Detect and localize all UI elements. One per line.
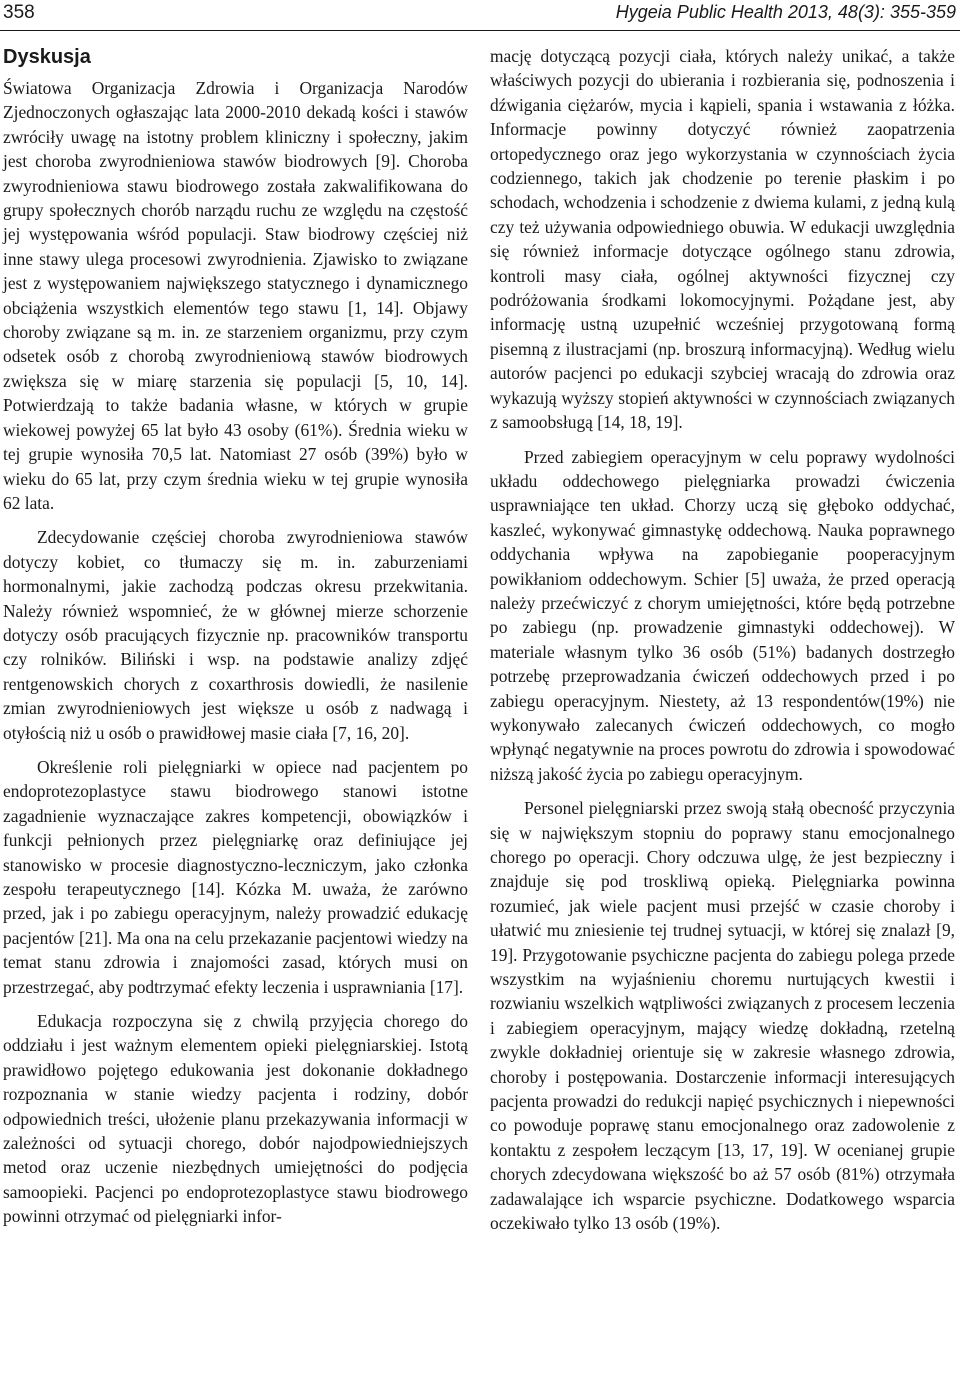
page-header — [0, 0, 960, 31]
paragraph: mację dotyczącą pozycji ciała, których należy unikać, a także właściwych pozycji do ubierania i rozbierania się, podnoszenia i dźwigania ciężarów, mycia i kąpieli, spania i wstawania z łóżka. Informacje powinny dotyczyć również zaopatrzenia ortopedycznego oraz jego wykorzystania w czynnościach życia codziennego, takich jak chodzenie po terenie płaskim i po schodach, wchodzenia i schodzenie z dwiema kulami, z jedną kulą czy też używania odpowiedniego obuwia. W edukacji uwzględnia się również informacje dotyczące ogólnego stanu zdrowia, kontroli masy ciała, ogólnej aktywności fizycznej czy podróżowania środkami lokomocyjnymi. Pożądane jest, aby informację ustną uzupełnić wcześniej przygotowaną formą pisemną z ilustracjami (np. broszurą informacyjną). Według wielu autorów pacjenci po edukacji szybciej wracają do zdrowia oraz wykazują wyższy stopień aktywności w czynnościach związanych z samoobsługą [14, 18, 19]. — [490, 46, 955, 433]
left-column — [3, 44, 468, 1239]
right-column — [490, 44, 955, 1246]
paragraph: Przed zabiegiem operacyjnym w celu poprawy wydolności układu oddechowego pielęgniarka prowadzi ćwiczenia usprawniające ten układ. Chorzy uczą się głęboko oddychać, kaszleć, wykonywać gimnastykę oddechową. Nauka poprawnego oddychania wpływa na zapobieganie pooperacyjnym powikłaniom oddechowym. Schier [5] uważa, że przed operacją należy przećwiczyć z chorym umiejętności, które będą potrzebne po zabiegu (np. prowadzenie gimnastyki oddechowej). W materiale własnym tylko 36 osób (51%) badanych dostrzegło potrzebę przeprowadzania ćwiczeń oddechowych przed i po zabiegu operacyjnym. Niestety, aż 13 respondentów(19%) nie wykonywało zalecanych ćwiczeń oddechowych, co mogło wpłynąć negatywnie na proces powrotu do zdrowia i spowodować niższą jakość życia po zabiegu operacyjnym. — [490, 446, 955, 784]
section-heading-discussion: Dyskusja — [3, 46, 91, 68]
page-number: 358 — [3, 2, 35, 23]
paragraph: Zdecydowanie częściej choroba zwyrodnieniowa stawów dotyczy kobiet, co tłumaczy się m. in. zaburzeniami hormonalnymi, jakie zachodzą podczas okresu przekwitania. Należy również wspomnieć, że w głównej mierze schorzenie dotyczy osób pracujących fizycznie np. pracowników transportu czy rolników. Biliński i wsp. na podstawie analizy zdjęć rentgenowskich chorych z coxarthrosis dowiedli, że nasilenie zmian zwyrodnieniowych jest większe u osób z nadwagą i otyłością niż u osób o prawidłowej masie ciała [7, 16, 20]. — [3, 527, 468, 743]
paragraph: Edukacja rozpoczyna się z chwilą przyjęcia chorego do oddziału i jest ważnym elementem opieki pielęgniarskiej. Istotą prawidłowo pojętego edukowania jest dokonanie dokładnego rozpoznania w stanie wiedzy pacjenta i rodziny, dobór odpowiednich treści, ułożenie planu przekazywania informacji w zależności od sytuacji chorego, dobór najodpowiedniejszych metod oraz uczenie niezbędnych umiejętności do podjęcia samoopieki. Pacjenci po endoprotezoplastyce stawu biodrowego powinni otrzymać od pielęgniarki infor- — [3, 1011, 468, 1227]
paragraph: Personel pielęgniarski przez swoją stałą obecność przyczynia się w największym stopniu do poprawy stanu emocjonalnego chorego po operacji. Chory odczuwa ulgę, że jest bezpieczny i znajduje się pod troskliwą opieką. Pielęgniarka powinna rozumieć, jak wiele pacjent musi przejść w czasie choroby i ułatwić mu zniesienie tej trudnej sytuacji, w której się znalazł [9, 19]. Przygotowanie psychiczne pacjenta do zabiegu polega przede wszystkim na wyjaśnieniu choremu nurtujących kwestii i rozwianiu wszelkich wątpliwości związanych z procesem leczenia i zabiegiem operacyjnym, mający wiedzę dokładną, rzetelną zwykle dokładniej orientuje się w zakresie własnego zdrowia, choroby i postępowania. Dostarczenie informacji interesujących pacjenta prowadzi do redukcji napięć psychicznych i niepewności co powoduje poprawę stanu emocjonalnego oraz zadowolenie z kontaktu z zespołem leczącym [13, 17, 19]. W ocenianej grupie chorych zdecydowana większość bo aż 57 osób (81%) otrzymała zadawalające ich wsparcie psychiczne. Dodatkowego wsparcia oczekiwało tylko 13 osób (19%). — [490, 798, 955, 1234]
journal-citation: Hygeia Public Health 2013, 48(3): 355-359 — [615, 2, 956, 22]
paragraph: Światowa Organizacja Zdrowia i Organizacja Narodów Zjednoczonych ogłaszając lata 2000-2010 dekadą kości i stawów zwróciły uwagę na istotny problem kliniczny i społeczny, jakim jest choroba zwyrodnieniowa stawów biodrowych [9]. Choroba zwyrodnieniowa stawu biodrowego została zakwalifikowana do grupy społecznych chorób narządu ruchu ze względu na częstość jej występowania wśród populacji. Staw biodrowy częściej niż inne stawy ulega procesowi zwyrodnienia. Zjawisko to związane jest z występowaniem największego statycznego i dynamicznego obciążenia wszystkich elementów tego stawu [1, 14]. Objawy choroby związane są m. in. ze starzeniem organizmu, przy czym odsetek osób z chorobą zwyrodnieniową stawów biodrowych zwiększa się w miarę starzenia się populacji [5, 10, 14]. Potwierdzają to także badania własne, w których w grupie wiekowej powyżej 65 lat było 43 osoby (61%). Średnia wieku w tej grupie wynosiła 70,5 lat. Natomiast 27 osób (39%) było w wieku do 65 lat, przy czym średnia wieku w tej grupie wynosiła 62 lata. — [3, 78, 468, 513]
paragraph: Określenie roli pielęgniarki w opiece nad pacjentem po endoprotezoplastyce stawu biodrowego stanowi istotne zagadnienie wyznaczające zakres kompetencji, obowiązków i funkcji pełnionych przez pielęgniarkę oraz definiujące jej stanowisko w procesie diagnostyczno-leczniczym, jako członka zespołu terapeutycznego [14]. Kózka M. uważa, że zarówno przed, jak i po zabiegu operacyjnym, należy prowadzić edukację pacjentów [21]. Ma ona na celu przekazanie pacjentowi wiedzy na temat stanu zdrowia i znajomości zasad, których musi on przestrzegać, aby podtrzymać efekty leczenia i usprawniania [17]. — [3, 756, 468, 997]
